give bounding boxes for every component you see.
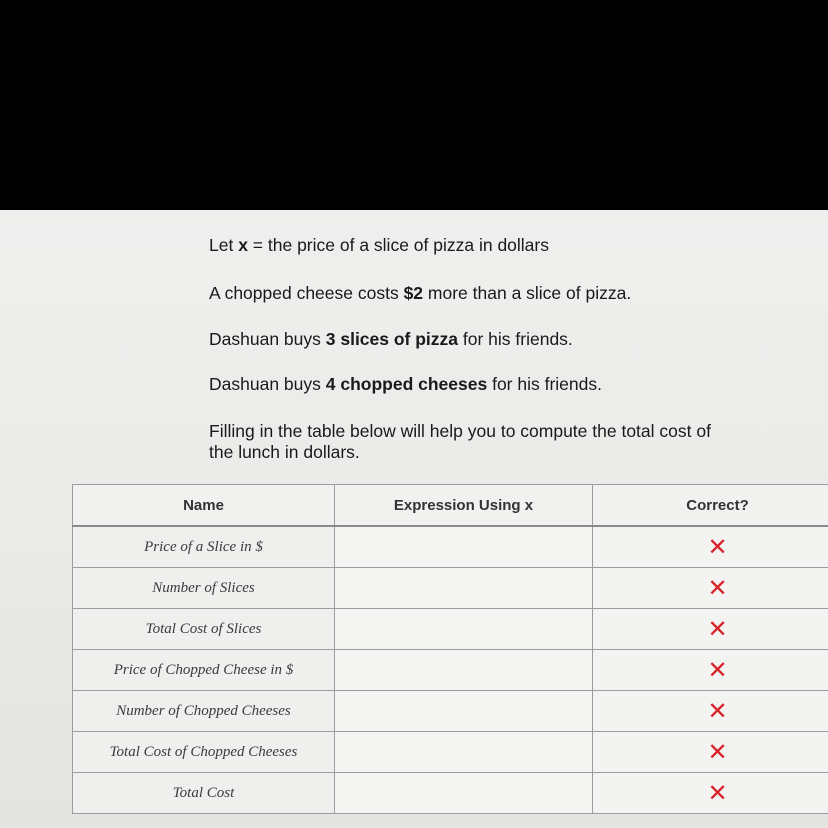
close-icon: ✕ (707, 696, 728, 725)
dark-top-area (0, 0, 828, 210)
correct-status (593, 568, 828, 609)
table-row (73, 650, 828, 691)
intro-definition: Let x = the price of a slice of pizza in dollars (209, 235, 549, 255)
row-name: Total Cost of Chopped Cheeses (73, 732, 335, 773)
table-row (73, 773, 828, 814)
correct-status (593, 691, 828, 732)
close-icon: ✕ (707, 655, 728, 684)
correct-status (593, 526, 828, 568)
close-icon: ✕ (707, 614, 728, 643)
correct-status (593, 650, 828, 691)
row-name: Total Cost of Slices (73, 609, 335, 650)
correct-status (593, 609, 828, 650)
row-name: Price of a Slice in $ (73, 526, 335, 568)
expression-input-cell[interactable] (335, 691, 593, 732)
intro-chopped-cheese-price: A chopped cheese costs $2 more than a slice of pizza. (209, 283, 632, 303)
expression-input-cell[interactable] (335, 526, 593, 568)
table-row (73, 526, 828, 568)
intro-cheese-quantity: Dashuan buys 4 chopped cheeses for his friends. (209, 374, 602, 394)
expression-table (72, 484, 828, 814)
column-header-expression: Expression Using x (335, 485, 593, 527)
row-name: Number of Chopped Cheeses (73, 691, 335, 732)
table-row (73, 609, 828, 650)
intro-pizza-quantity: Dashuan buys 3 slices of pizza for his friends. (209, 329, 573, 349)
expression-input-cell[interactable] (335, 568, 593, 609)
intro-instructions: Filling in the table below will help you to compute the total cost of the lunch in dollars. (209, 421, 711, 462)
expression-input-cell[interactable] (335, 609, 593, 650)
correct-status (593, 773, 828, 814)
table-row (73, 568, 828, 609)
row-name: Price of Chopped Cheese in $ (73, 650, 335, 691)
column-header-name: Name (73, 485, 335, 527)
close-icon: ✕ (707, 573, 728, 602)
row-name: Total Cost (73, 773, 335, 814)
column-header-correct: Correct? (593, 485, 828, 527)
correct-status (593, 732, 828, 773)
expression-input-cell[interactable] (335, 650, 593, 691)
table-row (73, 691, 828, 732)
close-icon: ✕ (707, 532, 728, 561)
row-name: Number of Slices (73, 568, 335, 609)
table-header-row (73, 485, 828, 527)
table-row (73, 732, 828, 773)
close-icon: ✕ (707, 737, 728, 766)
expression-input-cell[interactable] (335, 773, 593, 814)
close-icon: ✕ (707, 778, 728, 807)
expression-input-cell[interactable] (335, 732, 593, 773)
